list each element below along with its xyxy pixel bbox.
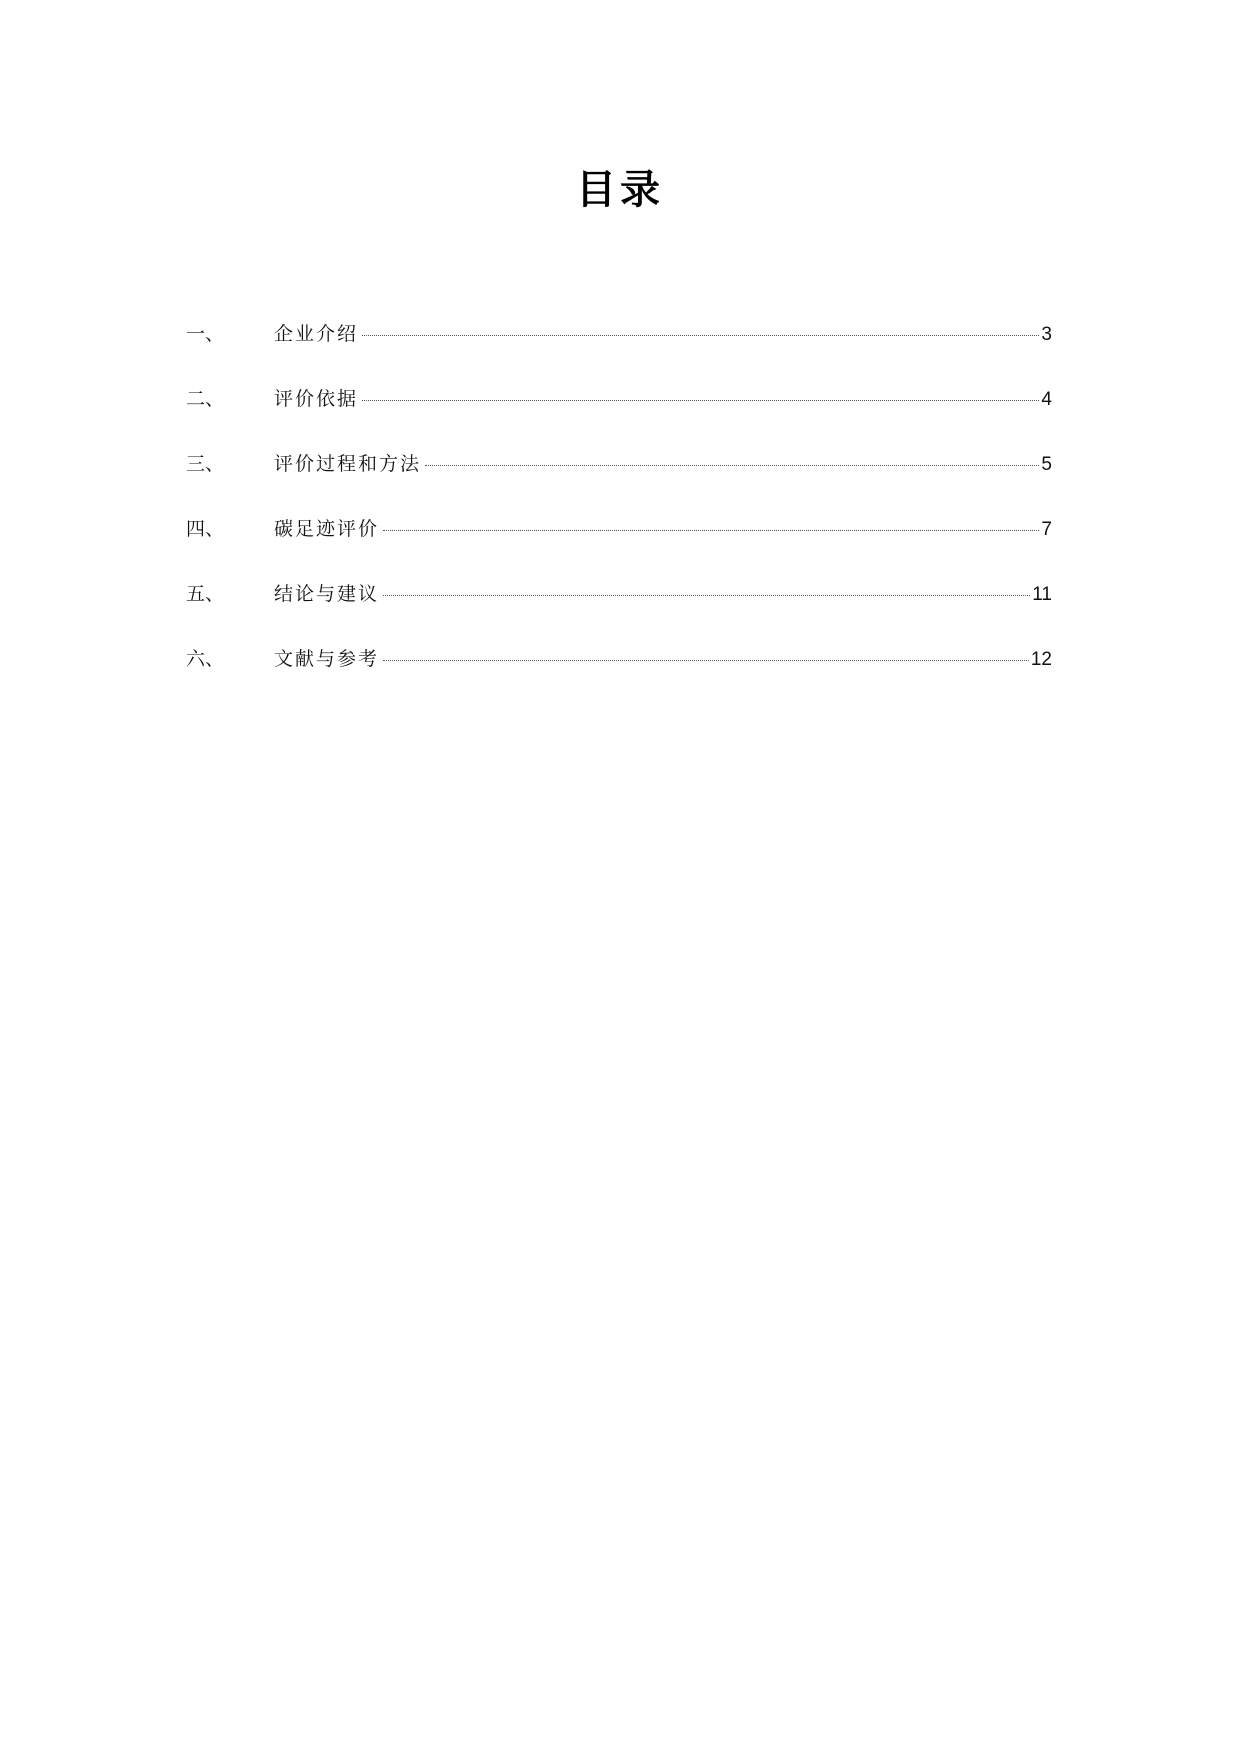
toc-entry-number: 六、 (186, 648, 225, 670)
toc-entry-label: 碳足迹评价 (274, 518, 380, 540)
toc-entry-page: 5 (1041, 454, 1052, 475)
toc-entry-number: 一、 (186, 323, 225, 345)
toc-entry-page: 12 (1030, 649, 1052, 670)
toc-entry-label: 评价过程和方法 (274, 453, 422, 475)
toc-entry-label: 企业介绍 (274, 323, 359, 345)
toc-entry-page: 7 (1041, 519, 1052, 540)
toc-entry-number: 五、 (186, 583, 225, 605)
dot-leader (362, 335, 1039, 336)
toc-entry[interactable] (186, 448, 1052, 513)
toc-entry-number: 三、 (186, 453, 225, 475)
toc-entry[interactable] (186, 513, 1052, 578)
toc-entry-number: 四、 (186, 518, 225, 540)
page-title: 目录 (576, 166, 664, 213)
toc-entry-page: 4 (1041, 389, 1052, 410)
toc-entry-label: 文献与参考 (274, 648, 380, 670)
toc-entry[interactable] (186, 578, 1052, 643)
toc-entry[interactable] (186, 383, 1052, 448)
dot-leader (425, 465, 1039, 466)
toc-entry-page: 3 (1041, 324, 1052, 345)
toc-entry-label: 评价依据 (274, 388, 359, 410)
dot-leader (383, 595, 1030, 596)
toc-entry[interactable] (186, 318, 1052, 383)
toc-entry-page: 11 (1032, 584, 1052, 605)
dot-leader (383, 660, 1029, 661)
dot-leader (362, 400, 1039, 401)
table-of-contents (186, 318, 1052, 708)
dot-leader (383, 530, 1039, 531)
toc-entry-label: 结论与建议 (274, 583, 380, 605)
toc-entry-number: 二、 (186, 388, 225, 410)
toc-entry[interactable] (186, 643, 1052, 708)
